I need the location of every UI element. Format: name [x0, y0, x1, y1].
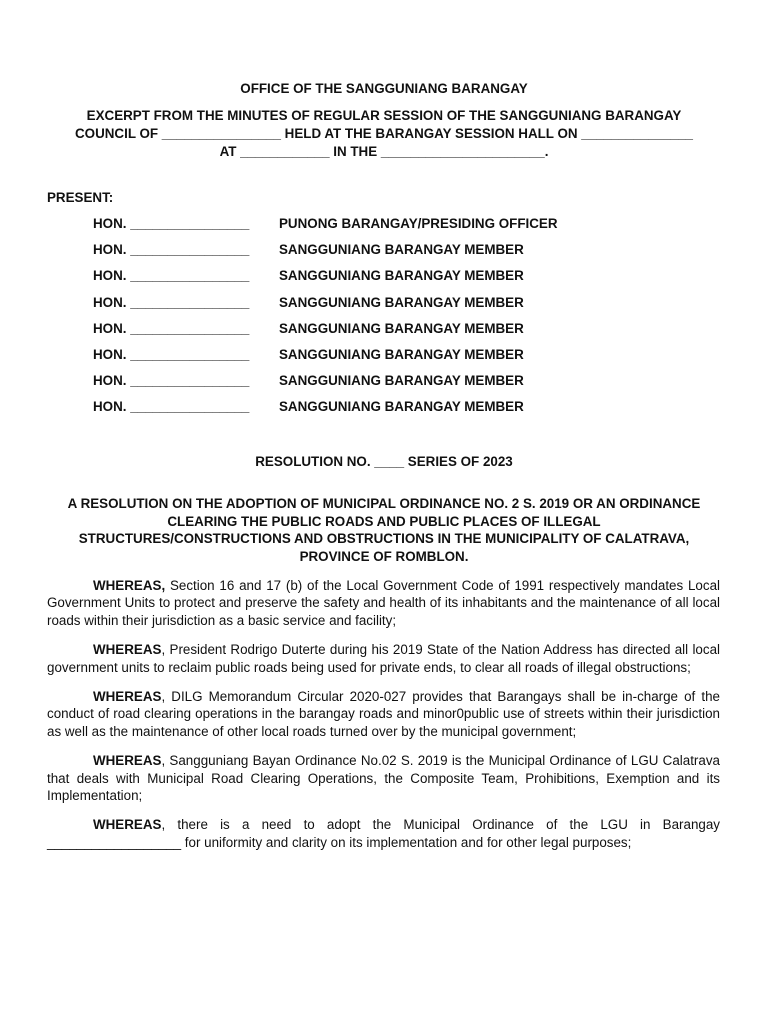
member-hon: HON. ________________ — [93, 242, 250, 258]
whereas-paragraph — [47, 577, 720, 629]
member-role: SANGGUNIANG BARANGAY MEMBER — [279, 268, 524, 284]
whereas-lead: WHEREAS — [93, 817, 162, 833]
member-hon: HON. ________________ — [93, 346, 250, 362]
whereas-text: , President Rodrigo Duterte during his 2019 State of the Nation Address has directed all local government units to reclaim public roads being used for private ends, to clear all roads of illegal obstructions; — [47, 642, 720, 675]
resolution-title-line-3: STRUCTURES/CONSTRUCTIONS AND OBSTRUCTIONS IN THE MUNICIPALITY OF CALATRAVA, — [78, 531, 690, 546]
excerpt-heading — [40, 107, 728, 161]
member-role: SANGGUNIANG BARANGAY MEMBER — [279, 242, 524, 258]
excerpt-line-2: COUNCIL OF ________________ HELD AT THE BARANGAY SESSION HALL ON _______________ — [75, 126, 693, 141]
whereas-text: Section 16 and 17 (b) of the Local Government Code of 1991 respectively mandates Local Government Units to protect and preserve the safety and health of its inhabitants and the maintenance of all local roads within their jurisdiction as a basic service and facility; — [47, 578, 720, 628]
whereas-text: , DILG Memorandum Circular 2020-027 provides that Barangays shall be in-charge of the conduct of road clearing operations in the barangay roads and minor0public use of streets within their jurisdiction as well as the maintenance of other local roads turned over by the municipal government; — [47, 689, 720, 739]
whereas-paragraph — [47, 688, 720, 740]
whereas-lead: WHEREAS — [93, 689, 162, 705]
member-hon: HON. ________________ — [93, 216, 250, 231]
resolution-number: RESOLUTION NO. ____ SERIES OF 2023 — [255, 454, 513, 469]
member-hon: HON. ________________ — [93, 373, 250, 389]
member-row — [93, 295, 653, 321]
member-hon: HON. ________________ — [93, 320, 250, 336]
excerpt-line-3: AT ____________ IN THE ______________________. — [219, 144, 549, 159]
whereas-text: , there is a need to adopt the Municipal Ordinance of the LGU in Barangay __________________ for uniformity and clarity on its implementation and for other legal purposes; — [47, 817, 720, 850]
whereas-paragraph — [47, 641, 720, 676]
member-hon: HON. ________________ — [93, 268, 250, 284]
resolution-title-line-4: PROVINCE OF ROMBLON. — [299, 548, 469, 564]
member-row — [93, 347, 653, 373]
resolution-title-line-1: A RESOLUTION ON THE ADOPTION OF MUNICIPAL ORDINANCE NO. 2 S. 2019 OR AN ORDINANCE — [67, 496, 701, 511]
member-row — [93, 399, 653, 425]
member-row — [93, 373, 653, 399]
member-row — [93, 268, 653, 294]
whereas-clauses — [47, 577, 720, 863]
whereas-text: , Sangguniang Bayan Ordinance No.02 S. 2019 is the Municipal Ordinance of LGU Calatrava that deals with Municipal Road Clearing Operations, the Composite Team, Prohibitions, Exemption and its Implementation; — [47, 753, 720, 804]
member-row — [93, 216, 653, 242]
member-role: SANGGUNIANG BARANGAY MEMBER — [279, 294, 524, 310]
office-heading: OFFICE OF THE SANGGUNIANG BARANGAY — [240, 81, 528, 96]
resolution-title — [44, 495, 724, 565]
member-hon: HON. ________________ — [93, 399, 250, 415]
whereas-lead: WHEREAS, — [93, 578, 166, 593]
member-role: SANGGUNIANG BARANGAY MEMBER — [279, 346, 524, 362]
member-role: SANGGUNIANG BARANGAY MEMBER — [279, 320, 524, 336]
member-role: SANGGUNIANG BARANGAY MEMBER — [279, 399, 524, 415]
whereas-lead: WHEREAS — [93, 753, 162, 769]
excerpt-line-1: EXCERPT FROM THE MINUTES OF REGULAR SESSION OF THE SANGGUNIANG BARANGAY — [86, 108, 682, 123]
present-label: PRESENT: — [47, 190, 114, 205]
resolution-title-line-2: CLEARING THE PUBLIC ROADS AND PUBLIC PLACES OF ILLEGAL — [167, 513, 601, 529]
whereas-paragraph — [47, 816, 720, 851]
member-hon: HON. ________________ — [93, 294, 250, 310]
whereas-paragraph — [47, 752, 720, 804]
members-list — [93, 216, 653, 426]
member-row — [93, 321, 653, 347]
member-row — [93, 242, 653, 268]
whereas-lead: WHEREAS — [93, 642, 162, 658]
member-role: SANGGUNIANG BARANGAY MEMBER — [279, 373, 524, 389]
member-role: PUNONG BARANGAY/PRESIDING OFFICER — [279, 216, 558, 231]
